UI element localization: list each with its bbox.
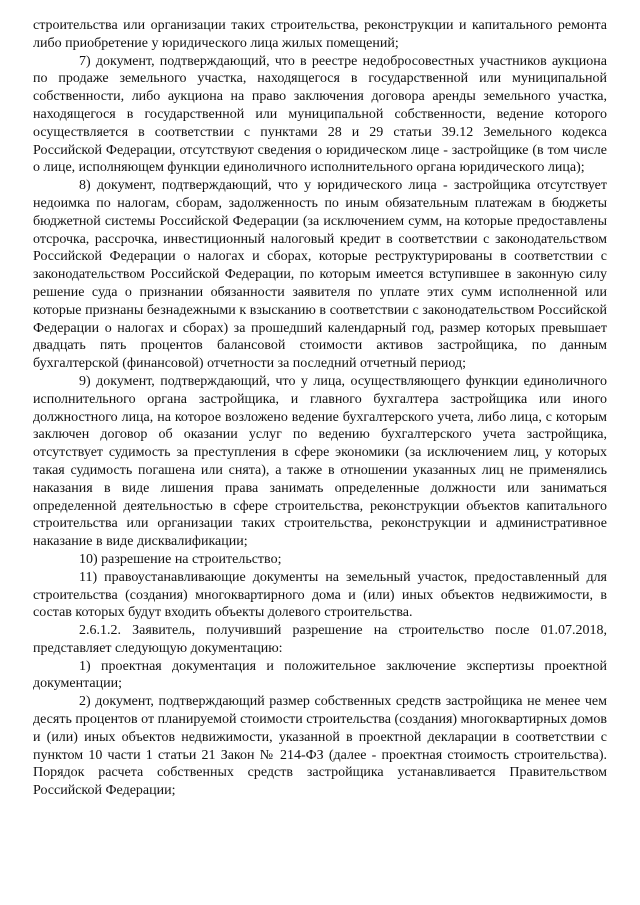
- paragraph-item-10: 10) разрешение на строительство;: [79, 551, 282, 567]
- paragraph-section-2-6-1-2: 2.6.1.2. Заявитель, получивший разрешение на строительство после 01.07.2018, представляет следующую документацию:: [33, 623, 607, 656]
- document-page: [33, 17, 607, 800]
- paragraph-item-8: 8) документ, подтверждающий, что у юридического лица - застройщика отсутствует недоимка по налогам, сборам, задолженность по иным обязательным платежам в бюджеты бюджетной системы Российской Федерации (за исключением сумм, на которые предоставлены отсрочка, рассрочка, инвестиционный налоговый кредит в соответствии с законодательством Российской Федерации о налогах и сборах, которые реструктурированы в соответствии с законодательством Российской Федерации, по которым имеется вступившее в законную силу решение суда о признании обязанности заявителя по уплате этих сумм исполненной или которые признаны безнадежными к взысканию в соответствии с законодательством Российской Федерации о налогах и сборах) за прошедший календарный год, размер которых превышает двадцать пять процентов балансовой стоимости активов застройщика, по данным бухгалтерской (финансовой) отчетности за последний отчетный период;: [33, 178, 607, 372]
- paragraph-item-9: 9) документ, подтверждающий, что у лица, осуществляющего функции единоличного исполнительного органа застройщика, и главного бухгалтера застройщика или иного должностного лица, на которое возложено ведение бухгалтерского учета, либо лица, с которым заключен договор об оказании услуг по ведению бухгалтерского учета застройщика, отсутствует судимость за преступления в сфере экономики (за исключением лиц, у которых такая судимость погашена или снята), а также в отношении указанных лиц не применялись наказания в виде лишения права занимать определенные должности или заниматься определенной деятельностью в сфере строительства, реконструкции объектов капитального строительства или организации таких строительства, реконструкции и административное наказание в виде дисквалификации;: [33, 373, 607, 550]
- paragraph-subitem-1: 1) проектная документация и положительное заключение экспертизы проектной документации;: [33, 658, 607, 692]
- paragraph-item-11: 11) правоустанавливающие документы на земельный участок, предоставленный для строительства (создания) многоквартирного дома и (или) иных объектов недвижимости, в состав которых будут входить объекты долевого строительства.: [33, 569, 607, 621]
- paragraph-continuation: строительства или организации таких строительства, реконструкции и капитального ремонта либо приобретение у юридического лица жилых помещений;: [33, 18, 607, 51]
- paragraph-item-7: 7) документ, подтверждающий, что в реестре недобросовестных участников аукциона по продаже земельного участка, находящегося в государственной или муниципальной собственности, либо аукциона на право заключения договора аренды земельного участка, находящегося в государственной или муниципальной собственности, ведение которого осуществляется в соответствии с пунктами 28 и 29 статьи 39.12 Земельного кодекса Российской Федерации, отсутствуют сведения о юридическом лице - застройщике (в том числе о лице, исполняющем функции единоличного исполнительного органа юридического лица);: [33, 53, 607, 176]
- paragraph-subitem-2: 2) документ, подтверждающий размер собственных средств застройщика не менее чем десять процентов от планируемой стоимости строительства (создания) многоквартирных домов и (или) иных объектов недвижимости, указанной в проектной декларации в соответствии с пунктом 10 части 1 статьи 21 Закон № 214-ФЗ (далее - проектная стоимость строительства). Порядок расчета собственных средств застройщика устанавливается Правительством Российской Федерации;: [33, 694, 607, 799]
